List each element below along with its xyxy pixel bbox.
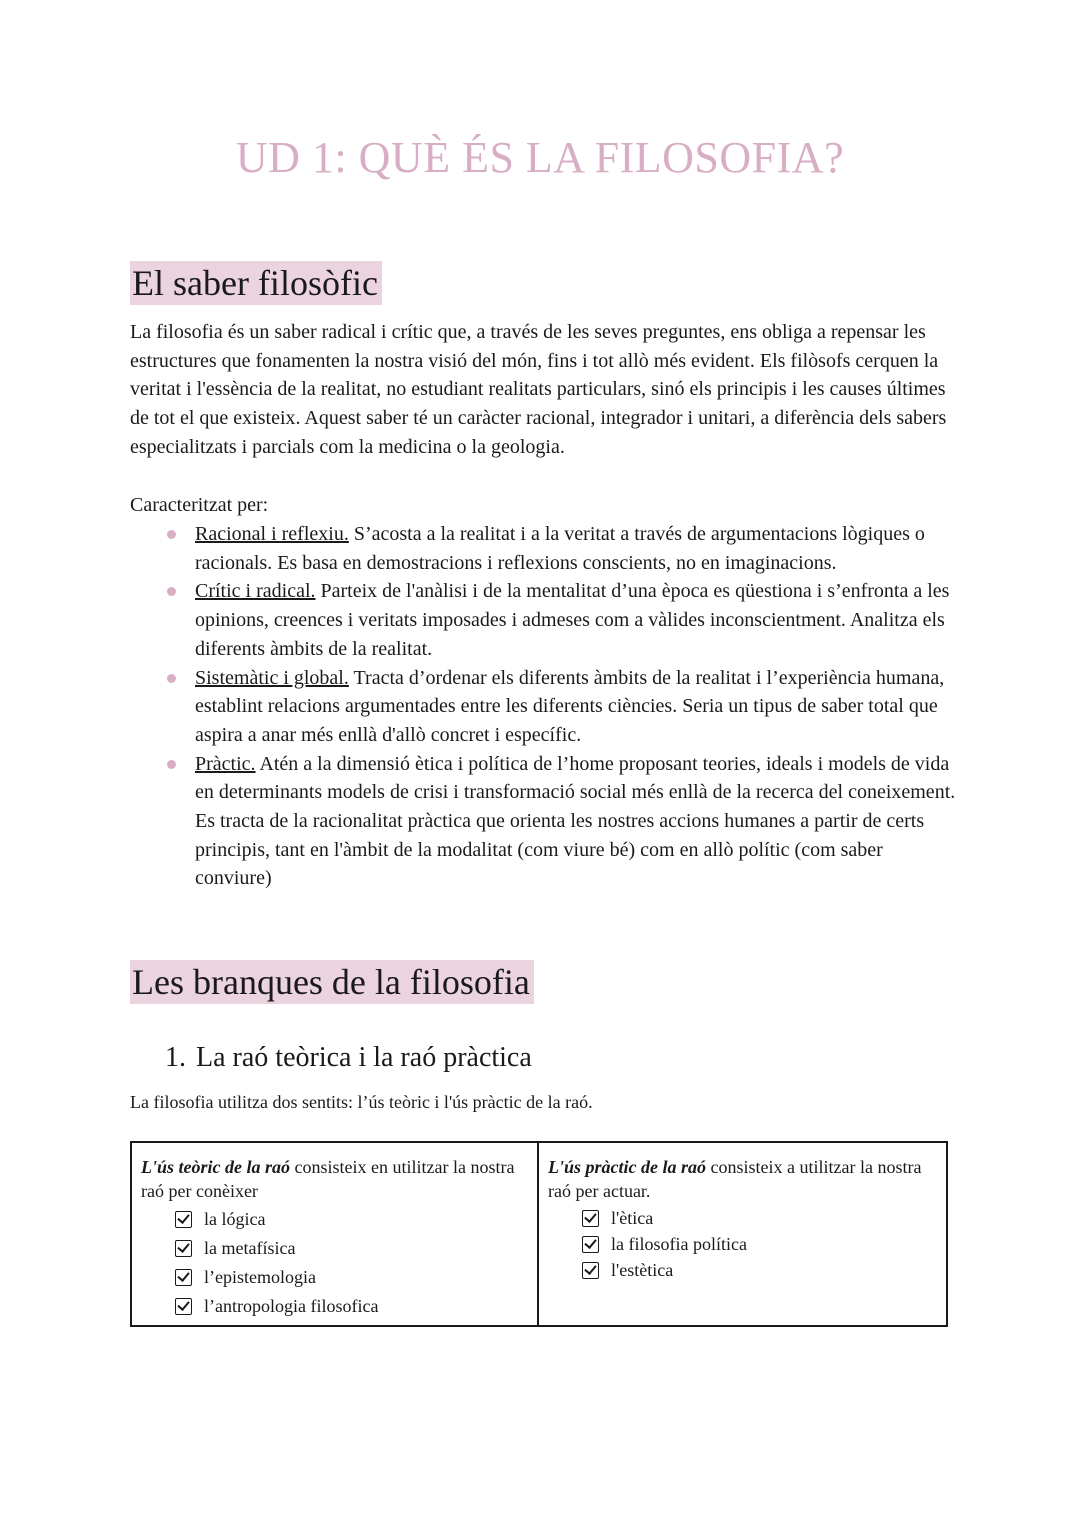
bullet-icon: [167, 760, 176, 769]
reason-table: [130, 1141, 948, 1327]
bullet-icon: [167, 674, 176, 683]
subheading-number: 1.: [165, 1042, 186, 1073]
theoretical-column: [132, 1143, 539, 1325]
theoretical-list: [141, 1205, 527, 1321]
check-label: l'estètica: [611, 1260, 674, 1280]
branches-sentence: La filosofia utilitza dos sentits: l’ús teòric i l'ús pràctic de la raó.: [130, 1092, 593, 1112]
check-label: l’antropologia filosofica: [204, 1296, 379, 1316]
bullet-text: Atén a la dimensió ètica i política de l’home proposant teories, ideals i models de vida en determinants models de crisi i transformació social més enllà de la recerca del coneixement. Es tracta de la racionalitat pràctica que orienta les nostres accions humanes a partir de certs principis, tant en l'àmbit de la modalitat (com viure bé) com en allò polític (com saber conviure): [195, 752, 956, 890]
bullet-icon: [167, 587, 176, 596]
list-item: [582, 1257, 936, 1283]
practical-rest: consisteix a utilitzar la nostra raó per actuar.: [548, 1157, 922, 1201]
checkbox-checked-icon: [175, 1298, 192, 1315]
check-label: l'ètica: [611, 1208, 654, 1228]
theoretical-description: [141, 1155, 527, 1203]
section-heading-saber: El saber filosòfic: [130, 261, 382, 305]
theoretical-rest: consisteix en utilitzar la nostra raó per conèixer: [141, 1157, 515, 1201]
list-item: [175, 1263, 527, 1292]
bullet-term: Sistemàtic i global.: [195, 666, 349, 689]
section-heading-branques: Les branques de la filosofia: [130, 960, 534, 1004]
characteristics-list: [130, 520, 960, 893]
checkbox-checked-icon: [582, 1210, 599, 1227]
list-item: [175, 1292, 527, 1321]
list-item: [130, 520, 960, 577]
checkbox-checked-icon: [582, 1262, 599, 1279]
bullet-term: Pràctic.: [195, 752, 256, 775]
list-item: [130, 664, 960, 750]
checkbox-checked-icon: [175, 1240, 192, 1257]
bullet-text: Tracta d’ordenar els diferents àmbits de la realitat i l’experiència humana, establint relacions argumentades entre les diferents ciències. Seria un tipus de saber total que aspira a anar més enllà d'allò concret i específic.: [195, 666, 945, 746]
subheading-text: La raó teòrica i la raó pràctica: [196, 1042, 532, 1073]
list-item: [175, 1234, 527, 1263]
bullet-term: Crític i radical.: [195, 580, 316, 603]
practical-list: [548, 1205, 936, 1283]
bullet-term: Racional i reflexiu.: [195, 523, 349, 545]
list-item: [582, 1231, 936, 1257]
checkbox-checked-icon: [175, 1211, 192, 1228]
check-label: la lógica: [204, 1209, 266, 1229]
bullet-text: Parteix de l'anàlisi i de la mentalitat d’una època es qüestiona i s’enfronta a les opinions, creences i veritats imposades i admeses com a vàlides inconscientment. Analitza els diferents àmbits de la realitat.: [195, 580, 950, 660]
bullet-text: S’acosta a la realitat i a la veritat a través de argumentacions lògiques o racionals. Es basa en demostracions i reflexions conscients, no en imaginacions.: [195, 523, 925, 574]
check-label: la metafísica: [204, 1238, 296, 1258]
list-item: [582, 1205, 936, 1231]
list-item: [130, 577, 960, 663]
practical-lead: L'ús pràctic de la raó: [548, 1157, 706, 1177]
characterized-label: Caracteritzat per:: [130, 494, 269, 516]
practical-column: [539, 1143, 946, 1325]
intro-paragraph: La filosofia és un saber radical i crític que, a través de les seves preguntes, ens obliga a repensar les estructures que fonamenten la nostra visió del món, fins i tot allò més evident. Els filòsofs cerquen la veritat i l'essència de la realitat, no estudiant realitats particulars, sinó els principis i les causes últimes de tot el que existeix. Aquest saber té un caràcter racional, integrador i unitari, a diferència dels sabers especialitzats i parcials com la medicina o la geologia.: [130, 321, 947, 458]
check-label: l’epistemologia: [204, 1267, 316, 1287]
bullet-icon: [167, 530, 176, 539]
checkbox-checked-icon: [175, 1269, 192, 1286]
list-item: [130, 750, 960, 894]
list-item: [175, 1205, 527, 1234]
subheading: [165, 1040, 532, 1076]
practical-description: [548, 1155, 936, 1203]
check-label: la filosofia política: [611, 1234, 747, 1254]
theoretical-lead: L'ús teòric de la raó: [141, 1157, 290, 1177]
page-title: UD 1: QUÈ ÉS LA FILOSOFIA?: [235, 133, 845, 182]
checkbox-checked-icon: [582, 1236, 599, 1253]
